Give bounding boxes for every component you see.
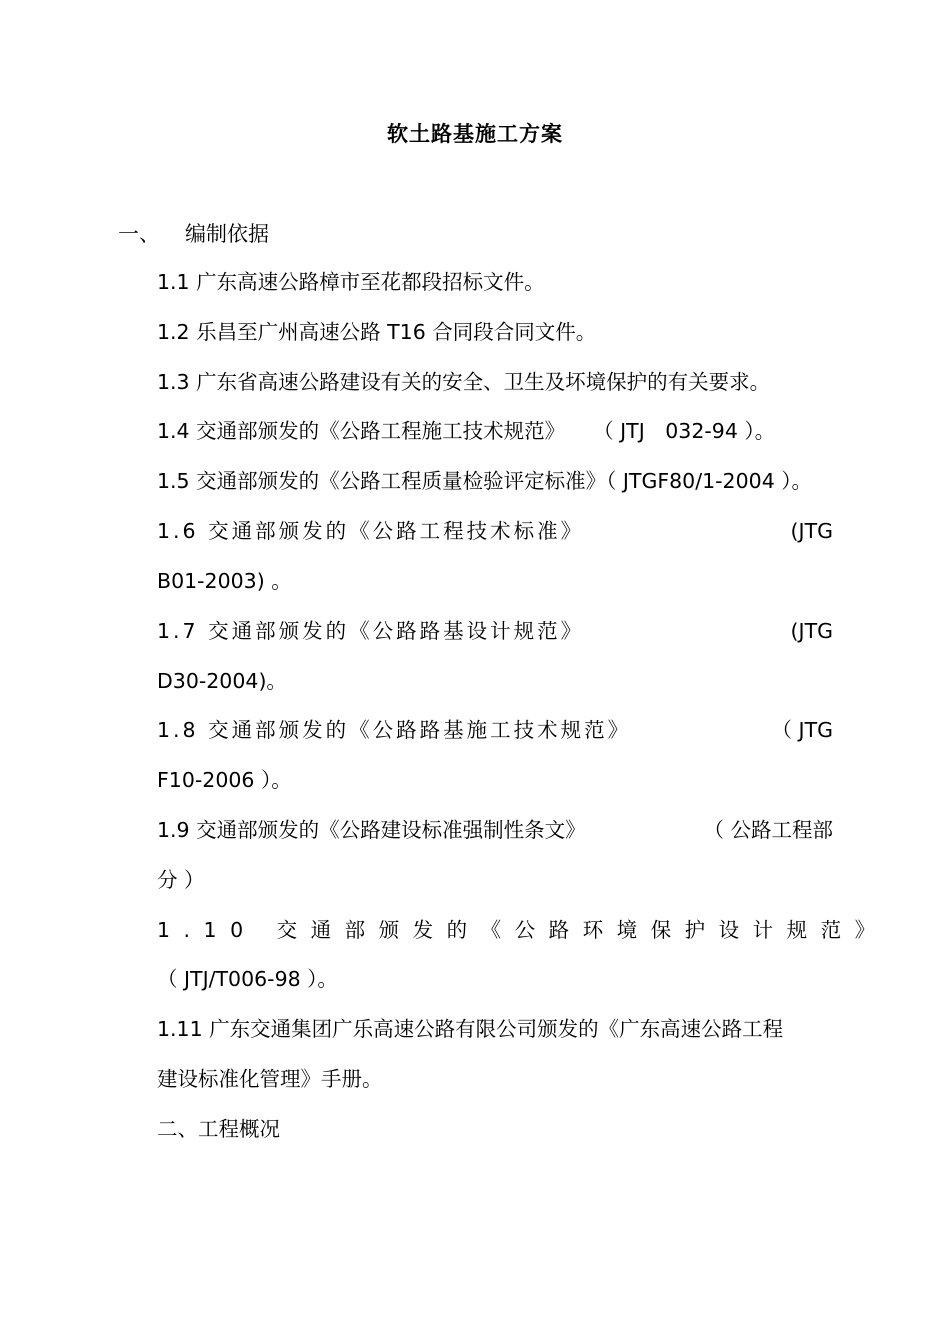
item-1-6-cont: B01-2003) 。 <box>157 569 292 593</box>
section-1-heading: 编制依据 <box>185 222 269 246</box>
item-1-7-title: 1.7 交通部颁发的《公路路基设计规范》 <box>157 619 585 643</box>
item-1-2: 1.2 乐昌至广州高速公路 T16 合同段合同文件。 <box>157 320 597 344</box>
item-1-11-cont: 建设标准化管理》手册。 <box>157 1067 383 1091</box>
item-1-7-code: (JTG <box>790 619 833 643</box>
item-1-8-cont: F10-2006 ）。 <box>157 768 292 792</box>
item-1-4-title: 1.4 交通部颁发的《公路工程施工技术规范》 <box>157 419 566 443</box>
document-title: 软土路基施工方案 <box>387 122 563 146</box>
item-1-4-code: （ JTJ 032-94 ）。 <box>593 419 776 443</box>
item-1-9-cont: 分 ） <box>157 868 205 892</box>
item-1-10: 1.10 交通部颁发的《公路环境保护设计规范》 <box>157 918 889 942</box>
section-2-heading: 二、工程概况 <box>157 1117 280 1141</box>
item-1-8-code: （ JTG <box>771 718 833 742</box>
item-1-6-code: (JTG <box>790 519 833 543</box>
item-1-1: 1.1 广东高速公路樟市至花都段招标文件。 <box>157 270 545 294</box>
section-1-number: 一、 <box>118 222 160 246</box>
item-1-7 <box>157 616 833 646</box>
item-1-9-title: 1.9 交通部颁发的《公路建设标准强制性条文》 <box>157 818 586 842</box>
item-1-7-cont: D30-2004)。 <box>157 669 287 693</box>
item-1-8-title: 1.8 交通部颁发的《公路路基施工技术规范》 <box>157 718 632 742</box>
item-1-8 <box>157 715 833 745</box>
item-1-6 <box>157 516 833 546</box>
item-1-5: 1.5 交通部颁发的《公路工程质量检验评定标准》（ JTGF80/1-2004 ）。 <box>157 469 812 493</box>
item-1-11: 1.11 广东交通集团广乐高速公路有限公司颁发的《广东高速公路工程 <box>157 1017 784 1041</box>
item-1-9-code: （ 公路工程部 <box>703 818 833 842</box>
item-1-10-cont: （ JTJ/T006-98 ）。 <box>157 967 338 991</box>
item-1-4 <box>157 416 833 446</box>
item-1-6-title: 1.6 交通部颁发的《公路工程技术标准》 <box>157 519 585 543</box>
item-1-9 <box>157 815 833 845</box>
item-1-3: 1.3 广东省高速公路建设有关的安全、卫生及坏境保护的有关要求。 <box>157 370 771 394</box>
